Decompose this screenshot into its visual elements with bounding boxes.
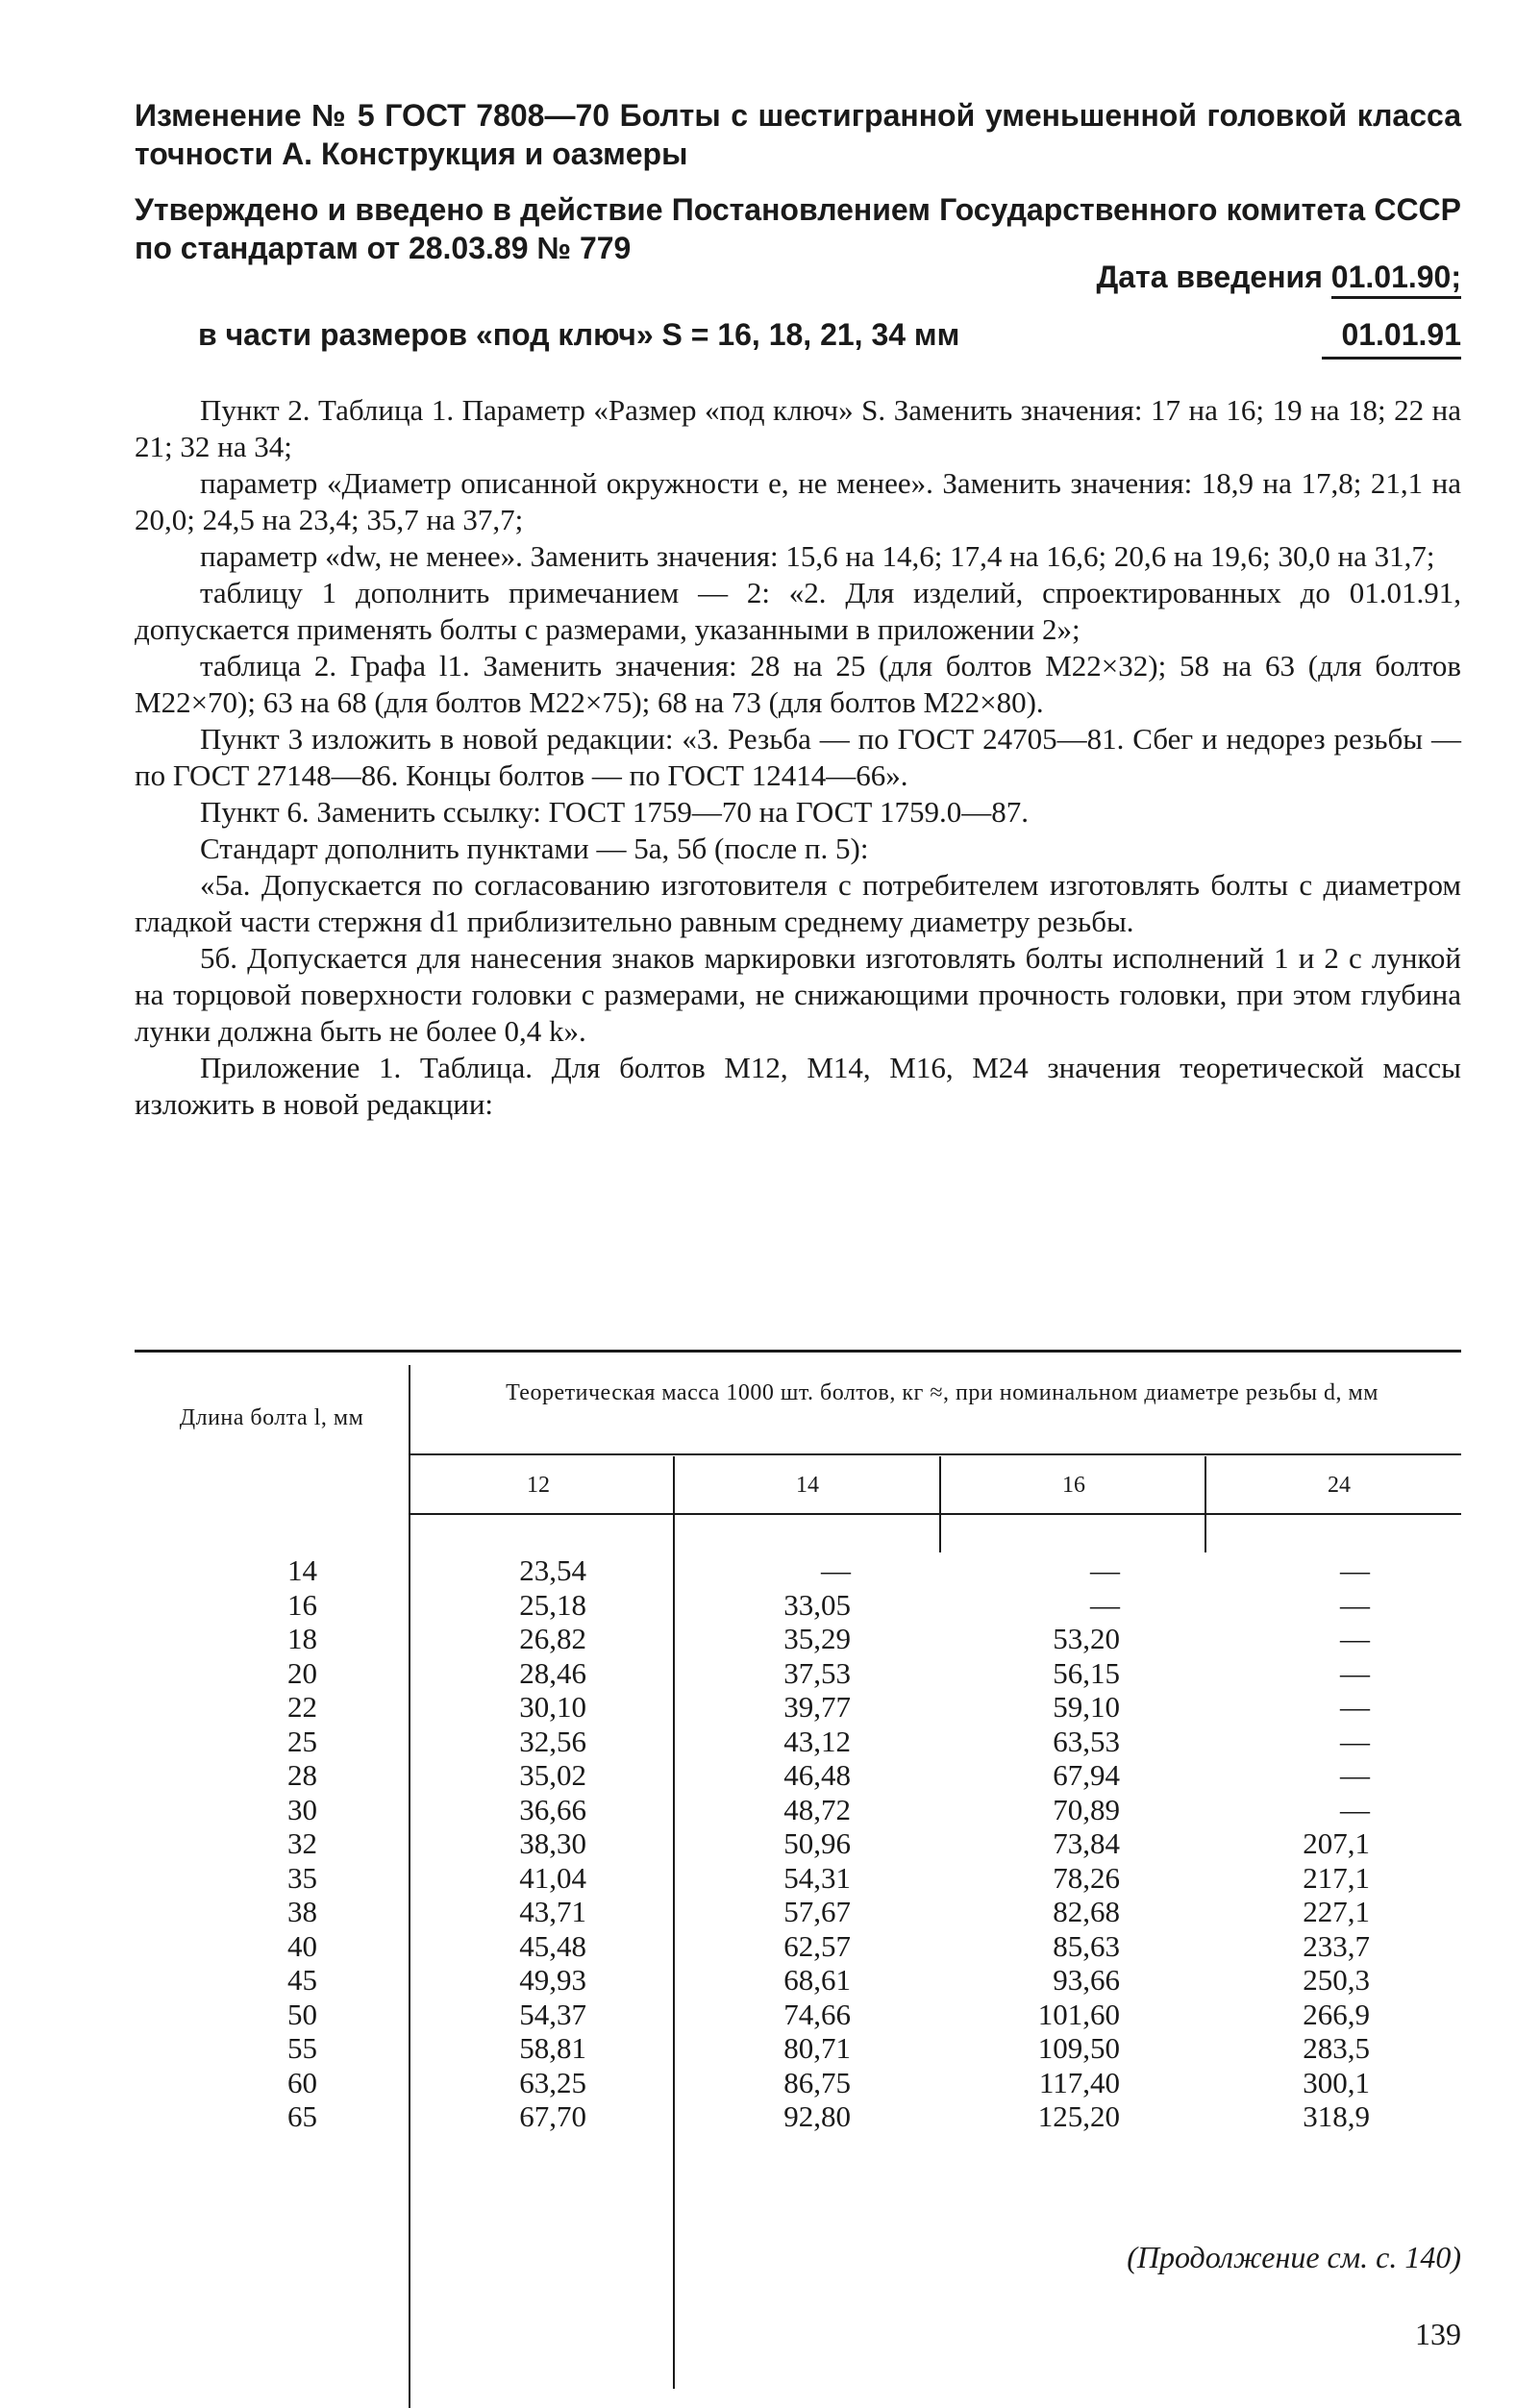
mass-cell-m14: 92,80 <box>783 2099 851 2133</box>
paragraph: Пункт 6. Заменить ссылку: ГОСТ 1759—70 на ГОСТ 1759.0—87. <box>200 795 1030 829</box>
mass-cell-m24: 300,1 <box>1303 2065 1370 2099</box>
mass-cell-m16: 56,15 <box>1053 1655 1120 1690</box>
length-cell: 18 <box>287 1622 317 1655</box>
column-header-length: Длина болта l, мм <box>179 1405 364 1430</box>
mass-cell-m24: — <box>1340 1655 1370 1690</box>
length-cell: 55 <box>287 2031 317 2065</box>
key-size-date-value: 01.01.91 <box>1322 317 1461 360</box>
amendment-body <box>135 392 1461 1123</box>
table-subheader-rule <box>409 1513 1461 1515</box>
mass-cell-m14: 46,48 <box>783 1758 851 1792</box>
length-cell: 40 <box>287 1928 317 1963</box>
mass-cell-m14: 48,72 <box>783 1792 851 1826</box>
mass-cell-m14: 33,05 <box>783 1587 851 1622</box>
mass-column-m12 <box>404 1553 586 2134</box>
mass-cell-m12: 41,04 <box>519 1860 586 1895</box>
table-divider <box>1205 1456 1206 1552</box>
table-top-rule <box>135 1350 1461 1353</box>
mass-cell-m12: 25,18 <box>519 1587 586 1622</box>
mass-column-m24 <box>1211 1553 1370 2134</box>
effective-date-label: Дата введения <box>1096 260 1323 294</box>
table-divider <box>939 1456 941 1552</box>
length-cell: 28 <box>287 1758 317 1792</box>
column-header-mass: Теоретическая масса 1000 шт. болтов, кг ≈, при номинальном диаметре резьбы d, мм <box>506 1380 1379 1405</box>
mass-cell-m24: — <box>1340 1724 1370 1758</box>
length-cell: 22 <box>287 1690 317 1724</box>
length-cell: 45 <box>287 1963 317 1997</box>
paragraph: параметр «Диаметр описанной окружности e, не менее». Заменить значения: 18,9 на 17,8; 21,1 на 20,0; 24,5 на 23,4; 35,7 на 37,7; <box>135 466 1461 536</box>
length-cell: 25 <box>287 1724 317 1758</box>
mass-cell-m16: 85,63 <box>1053 1928 1120 1963</box>
mass-cell-m14: 39,77 <box>783 1690 851 1724</box>
length-cell: 30 <box>287 1792 317 1826</box>
length-column <box>221 1553 317 2134</box>
paragraph: Пункт 2. Таблица 1. Параметр «Размер «под ключ» S. Заменить значения: 17 на 16; 19 на 18; 22 на 21; 32 на 34; <box>135 393 1461 463</box>
mass-cell-m16: 117,40 <box>1038 2065 1120 2099</box>
mass-column-m14 <box>673 1553 851 2134</box>
length-cell: 38 <box>287 1895 317 1928</box>
paragraph: Приложение 1. Таблица. Для болтов M12, M14, M16, M24 значения теоретической массы изложить в новой редакции: <box>135 1051 1461 1121</box>
mass-cell-m12: 23,54 <box>519 1553 586 1587</box>
length-cell: 16 <box>287 1587 317 1622</box>
mass-cell-m16: 78,26 <box>1053 1860 1120 1895</box>
mass-cell-m12: 45,48 <box>519 1928 586 1963</box>
effective-date <box>1096 260 1461 295</box>
mass-cell-m16: — <box>1090 1553 1120 1587</box>
mass-cell-m24: 283,5 <box>1303 2031 1370 2065</box>
mass-cell-m24: — <box>1340 1792 1370 1826</box>
key-size-clause <box>198 317 959 353</box>
mass-cell-m16: 93,66 <box>1053 1963 1120 1997</box>
mass-cell-m24: — <box>1340 1758 1370 1792</box>
mass-cell-m24: — <box>1340 1587 1370 1622</box>
mass-cell-m12: 26,82 <box>519 1622 586 1655</box>
diameter-header: 14 <box>796 1473 819 1498</box>
mass-cell-m24: 266,9 <box>1303 1997 1370 2031</box>
paragraph: Стандарт дополнить пунктами — 5а, 5б (после п. 5): <box>200 832 869 865</box>
length-cell: 50 <box>287 1997 317 2031</box>
mass-cell-m14: 68,61 <box>783 1963 851 1997</box>
amendment-title: Изменение № 5 ГОСТ 7808—70 Болты с шестигранной уменьшенной головкой класса точности А. Конструкция и оазмеры <box>135 98 1461 171</box>
length-cell: 32 <box>287 1826 317 1860</box>
diameter-header: 24 <box>1328 1473 1351 1498</box>
mass-cell-m24: 250,3 <box>1303 1963 1370 1997</box>
key-size-date <box>1322 317 1461 360</box>
mass-cell-m16: 70,89 <box>1053 1792 1120 1826</box>
mass-cell-m12: 35,02 <box>519 1758 586 1792</box>
length-cell: 60 <box>287 2065 317 2099</box>
mass-cell-m24: 217,1 <box>1303 1860 1370 1895</box>
paragraph: параметр «dw, не менее». Заменить значения: 15,6 на 14,6; 17,4 на 16,6; 20,6 на 19,6; 30,0 на 31,7; <box>200 539 1435 573</box>
diameter-header: 16 <box>1062 1473 1085 1498</box>
mass-cell-m16: 67,94 <box>1053 1758 1120 1792</box>
mass-cell-m16: — <box>1090 1587 1120 1622</box>
length-cell: 14 <box>287 1553 317 1587</box>
mass-cell-m12: 58,81 <box>519 2031 586 2065</box>
mass-cell-m24: — <box>1340 1553 1370 1587</box>
mass-cell-m12: 38,30 <box>519 1826 586 1860</box>
mass-cell-m12: 54,37 <box>519 1997 586 2031</box>
mass-cell-m12: 28,46 <box>519 1655 586 1690</box>
mass-cell-m16: 73,84 <box>1053 1826 1120 1860</box>
diameter-header: 12 <box>527 1473 550 1498</box>
mass-cell-m16: 53,20 <box>1053 1622 1120 1655</box>
mass-cell-m14: 62,57 <box>783 1928 851 1963</box>
mass-column-m16 <box>942 1553 1120 2134</box>
paragraph: 5б. Допускается для нанесения знаков маркировки изготовлять болты исполнений 1 и 2 с лункой на торцовой поверхности головки с размерами, не снижающими прочность головки, при этом глубина лунки должна быть не более 0,4 k». <box>135 941 1461 1048</box>
mass-cell-m14: 54,31 <box>783 1860 851 1895</box>
mass-cell-m12: 30,10 <box>519 1690 586 1724</box>
mass-cell-m16: 82,68 <box>1053 1895 1120 1928</box>
approval-statement: Утверждено и введено в действие Постановлением Государственного комитета СССР по стандартам от 28.03.89 № 779 <box>135 192 1461 265</box>
mass-cell-m16: 101,60 <box>1037 1997 1120 2031</box>
mass-cell-m12: 43,71 <box>519 1895 586 1928</box>
length-cell: 20 <box>287 1655 317 1690</box>
mass-cell-m24: 318,9 <box>1303 2099 1370 2133</box>
mass-cell-m14: 74,66 <box>783 1997 851 2031</box>
mass-cell-m24: 207,1 <box>1303 1826 1370 1860</box>
paragraph: «5а. Допускается по согласованию изготовителя с потребителем изготовлять болты с диаметром гладкой части стержня d1 приблизительно равным среднему диаметру резьбы. <box>135 868 1461 938</box>
paragraph: Пункт 3 изложить в новой редакции: «3. Резьба — по ГОСТ 24705—81. Сбег и недорез резьбы — по ГОСТ 27148—86. Концы болтов — по ГОСТ 12414—66». <box>135 722 1461 792</box>
mass-cell-m24: 233,7 <box>1303 1928 1370 1963</box>
mass-cell-m12: 63,25 <box>519 2065 586 2099</box>
page-number: 139 <box>1415 2317 1461 2351</box>
length-cell: 65 <box>287 2099 317 2133</box>
mass-cell-m14: 37,53 <box>783 1655 851 1690</box>
mass-cell-m14: 50,96 <box>783 1826 851 1860</box>
mass-cell-m16: 59,10 <box>1053 1690 1120 1724</box>
mass-cell-m16: 63,53 <box>1053 1724 1120 1758</box>
mass-cell-m14: 43,12 <box>783 1724 851 1758</box>
table-header-rule <box>409 1453 1461 1455</box>
mass-cell-m14: — <box>821 1553 851 1587</box>
mass-cell-m14: 35,29 <box>783 1622 851 1655</box>
mass-cell-m14: 86,75 <box>783 2065 851 2099</box>
mass-cell-m24: 227,1 <box>1303 1895 1370 1928</box>
mass-cell-m14: 57,67 <box>783 1895 851 1928</box>
length-cell: 35 <box>287 1860 317 1895</box>
effective-date-value: 01.01.90; <box>1331 260 1461 299</box>
mass-cell-m16: 109,50 <box>1037 2031 1120 2065</box>
mass-cell-m14: 80,71 <box>783 2031 851 2065</box>
mass-cell-m12: 49,93 <box>519 1963 586 1997</box>
paragraph: таблица 2. Графа l1. Заменить значения: 28 на 25 (для болтов M22×32); 58 на 63 (для болтов M22×70); 63 на 68 (для болтов M22×75); 68 на 73 (для болтов M22×80). <box>135 649 1461 719</box>
paragraph: таблицу 1 дополнить примечанием — 2: «2. Для изделий, спроектированных до 01.01.91, допускается применять болты с размерами, указанными в приложении 2»; <box>135 576 1461 646</box>
continuation-note: (Продолжение см. с. 140) <box>1127 2240 1461 2274</box>
mass-cell-m24: — <box>1340 1622 1370 1655</box>
mass-cell-m12: 36,66 <box>519 1792 586 1826</box>
mass-cell-m16: 125,20 <box>1037 2099 1120 2133</box>
mass-cell-m24: — <box>1340 1690 1370 1724</box>
mass-cell-m12: 67,70 <box>519 2099 586 2133</box>
mass-cell-m12: 32,56 <box>519 1724 586 1758</box>
key-size-label: в части размеров «под ключ» S = 16, 18, 21, 34 мм <box>198 317 960 352</box>
